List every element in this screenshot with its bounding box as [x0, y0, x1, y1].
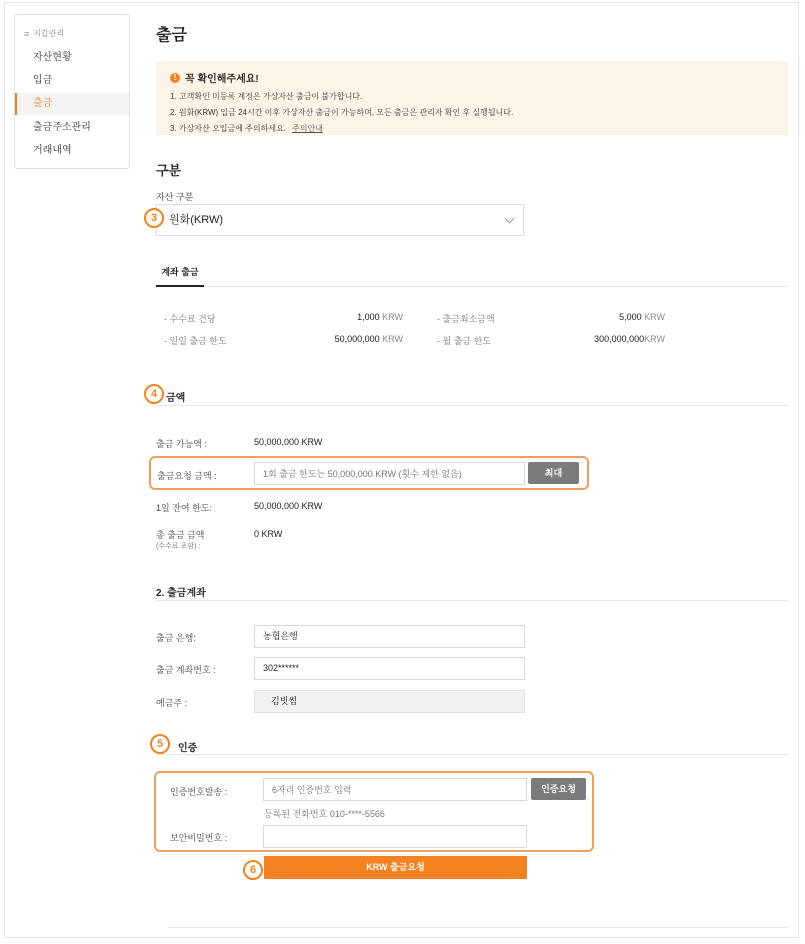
chevron-down-icon [505, 214, 515, 224]
request-amount-label: 출금요청 금액 : [157, 471, 217, 481]
fee-per-tx-value: 1,000 KRW [357, 312, 403, 322]
available-value: 50,000,000 KRW [254, 437, 323, 447]
daily-remaining-label: 1일 잔여 한도: [156, 503, 212, 513]
min-withdraw-label: - 출금최소금액 [437, 314, 495, 324]
security-password-input[interactable] [263, 825, 527, 848]
total-amount-value: 0 KRW [254, 529, 283, 539]
monthly-limit-value: 300,000,000KRW [594, 334, 665, 344]
notice-line: 2. 원화(KRW) 입금 24시간 이후 가상자산 출금이 가능하며, 모든 출금은 관리자 확인 후 실행됩니다. [170, 108, 514, 117]
notice-line: 3. 가상자산 오입금에 주의하세요. 주의안내 [170, 124, 323, 133]
asset-type-value: 원화(KRW) [169, 214, 224, 226]
account-heading: 2. 출금계좌 [156, 588, 206, 599]
tab-account-withdraw[interactable]: 계좌 출금 [156, 262, 204, 287]
divider [168, 927, 788, 928]
category-heading: 구분 [156, 163, 182, 178]
notice-line: 1. 고객확인 미등록 계정은 가상자산 출금이 불가합니다. [170, 92, 363, 101]
divider [156, 754, 788, 755]
total-amount-label: 총 출금 금액 (수수료 포함) : [156, 530, 205, 550]
account-number-label: 출금 계좌번호 : [156, 665, 216, 675]
auth-request-button[interactable]: 인증요청 [531, 778, 586, 800]
amount-heading: 금액 [166, 393, 186, 404]
caution-link[interactable]: 주의안내 [292, 124, 323, 133]
min-withdraw-value: 5,000 KRW [619, 312, 665, 322]
monthly-limit-label: - 월 출금 한도 [437, 336, 491, 346]
exclamation-icon: ! [170, 73, 180, 83]
sidebar-item-history[interactable]: 거래내역 [33, 145, 72, 156]
notice-box [156, 61, 788, 135]
menu-icon: ≡ [24, 28, 30, 39]
tab-bar [156, 262, 788, 287]
asset-type-select[interactable] [156, 204, 524, 236]
step-5-marker: 5 [150, 734, 170, 754]
daily-limit-value: 50,000,000 KRW [334, 334, 403, 344]
bank-field[interactable]: 농협은행 [254, 625, 525, 648]
notice-title: ! 꼭 확인해주세요! [170, 70, 774, 85]
request-amount-input[interactable] [254, 462, 525, 485]
daily-remaining-value: 50,000,000 KRW [254, 501, 323, 511]
registered-phone-text: 등록된 전화번호 010-****-5566 [264, 809, 385, 819]
sidebar-title: ≡ 지갑관리 [24, 28, 65, 39]
max-button[interactable]: 최대 [528, 462, 579, 484]
sidebar-item-assets[interactable]: 자산현황 [33, 52, 72, 63]
divider [156, 600, 788, 601]
fee-per-tx-label: - 수수료 건당 [164, 314, 216, 324]
sidebar [14, 14, 130, 169]
available-label: 출금 가능액 : [156, 439, 207, 449]
asset-type-label: 자산 구분 [156, 192, 194, 202]
divider [156, 405, 788, 406]
step-6-marker: 6 [243, 860, 263, 880]
auth-heading: 인증 [178, 743, 198, 754]
sidebar-item-withdraw[interactable]: 출금 [15, 93, 129, 115]
auth-code-label: 인증번호발송 : [170, 787, 228, 797]
holder-label: 예금주 : [156, 698, 188, 708]
krw-withdraw-submit-button[interactable]: KRW 출금요청 [264, 856, 527, 879]
step-4-marker: 4 [144, 384, 164, 404]
sidebar-item-deposit[interactable]: 입금 [33, 75, 53, 86]
security-password-label: 보안비밀번호 : [170, 833, 228, 843]
sidebar-item-withdraw-address[interactable]: 출금주소관리 [33, 122, 91, 133]
step-3-marker: 3 [144, 208, 164, 228]
auth-code-input[interactable] [263, 778, 527, 801]
bank-label: 출금 은행: [156, 633, 196, 643]
holder-field: 김빗썸 [254, 690, 525, 713]
page-title: 출금 [156, 27, 187, 44]
account-number-field[interactable]: 302****** [254, 657, 525, 680]
daily-limit-label: - 일일 출금 한도 [164, 336, 227, 346]
